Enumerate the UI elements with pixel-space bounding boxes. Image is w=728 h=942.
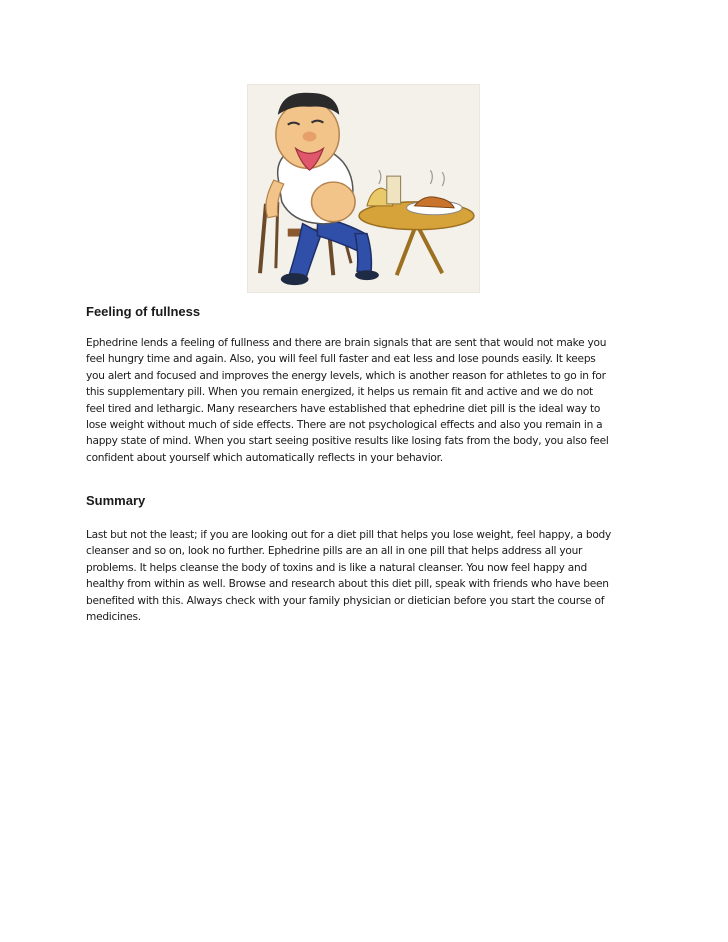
paragraph-line: Ephedrine lends a feeling of fullness and there are brain signals that are sent that would not make you <box>86 337 607 349</box>
paragraph-line: benefited with this. Always check with your family physician or dietician before you start the course of <box>86 594 605 607</box>
paragraph-line: Last but not the least; if you are looking out for a diet pill that helps you lose weight, feel happy, a body <box>86 529 612 541</box>
overeating-man-illustration <box>247 84 480 293</box>
paragraph-line: cleanser and so on, look no further. Ephedrine pills are an all in one pill that helps address all your <box>86 545 583 558</box>
head-graphic <box>276 93 339 170</box>
paragraph-line: problems. It helps cleanse the body of toxins and is like a natural cleanser. You now feel happy and <box>86 561 587 574</box>
paragraph-line: this supplementary pill. When you remain energized, it helps us remain fit and active and we do not <box>86 386 593 399</box>
paragraph-line: confident about yourself which automatically reflects in your behavior. <box>86 451 443 464</box>
paragraph-line: happy state of mind. When you start seeing positive results like losing fats from the body, you also feel <box>86 435 609 448</box>
section-heading-summary: Summary <box>86 493 146 508</box>
section-heading-feeling-of-fullness: Feeling of fullness <box>86 304 201 319</box>
feeling-of-fullness-paragraph <box>86 335 646 466</box>
paragraph-line: medicines. <box>86 610 141 623</box>
illustration-drawing <box>248 85 479 292</box>
paragraph-line: feel hungry time and again. Also, you will feel full faster and eat less and lose pounds easily. It keeps <box>86 353 596 366</box>
paragraph-line: lose weight without much of side effects. There are not psychological effects and also you remain in a <box>86 418 603 431</box>
paragraph-line: healthy from within as well. Browse and research about this diet pill, speak with friends who have been <box>86 578 609 591</box>
summary-paragraph <box>86 527 646 625</box>
paragraph-line: you alert and focused and improves the energy levels, which is another reason for athletes to go in for <box>86 369 606 382</box>
paragraph-line: feel tired and lethargic. Many researchers have established that ephedrine diet pill is the ideal way to <box>86 402 601 415</box>
